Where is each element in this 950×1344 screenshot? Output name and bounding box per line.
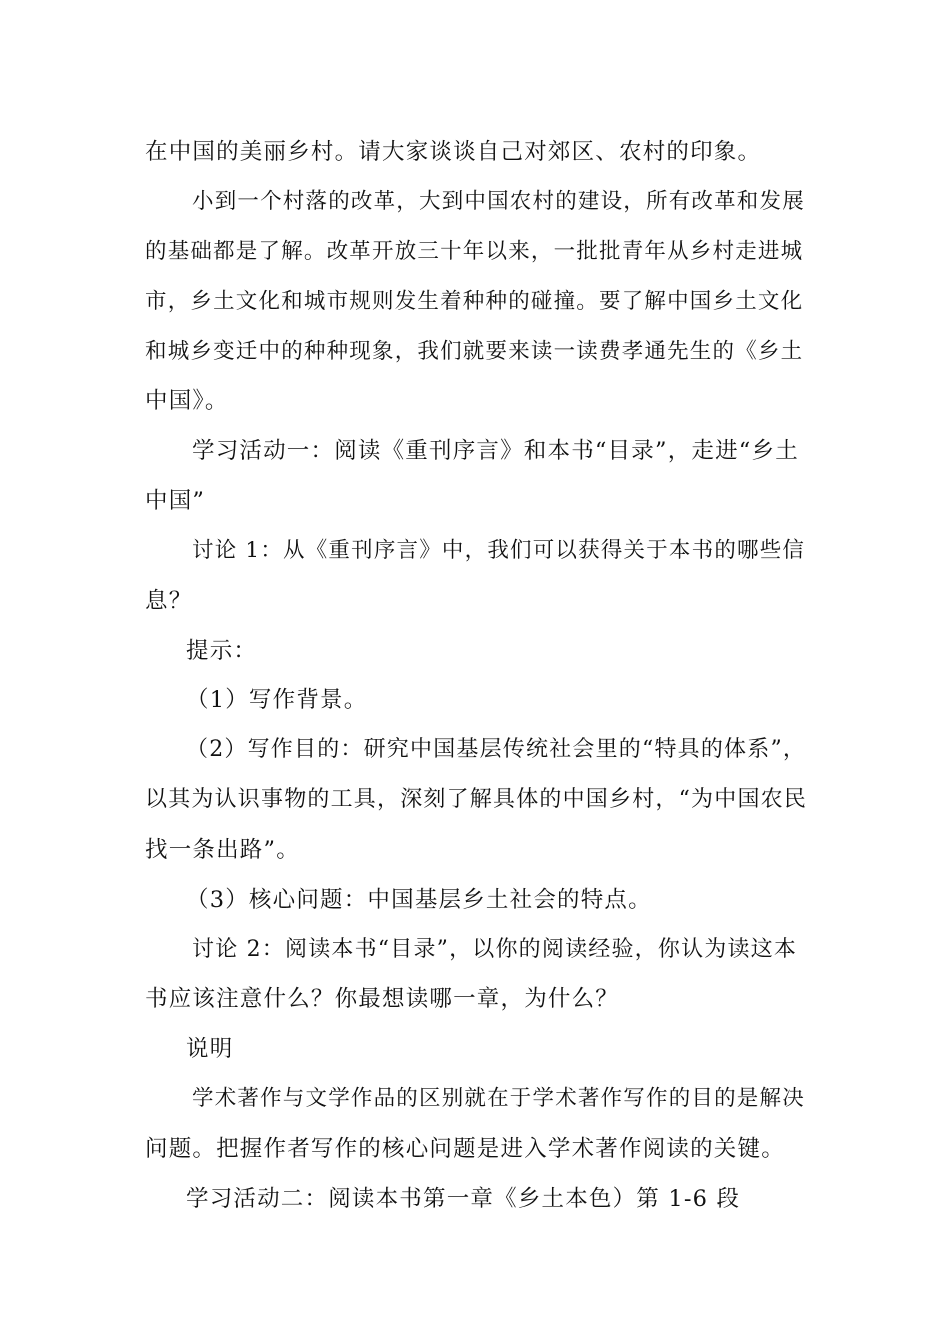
paragraph-line: 小到一个村落的改革，大到中国农村的建设，所有改革和发展: [192, 189, 805, 214]
hint-item: 以其为认识事物的工具，深刻了解具体的中国乡村，“为中国农民: [145, 787, 808, 812]
activity-heading-line: 中国”: [145, 488, 206, 514]
discussion-line: 书应该注意什么？你最想读哪一章，为什么？: [145, 986, 620, 1012]
paragraph-line: 中国》。: [145, 388, 229, 414]
hint-item: （1）写作背景。: [186, 687, 368, 713]
hint-label: 提示：: [186, 638, 258, 664]
discussion-line: 讨论 1：从《重刊序言》中，我们可以获得关于本书的哪些信: [192, 538, 806, 563]
paragraph-line: 的基础都是了解。改革开放三十年以来，一批批青年从乡村走进城: [145, 239, 804, 264]
activity-heading-line: 学习活动二：阅读本书第一章《乡土本色）第 1-6 段: [186, 1186, 741, 1212]
note-line: 问题。把握作者写作的核心问题是进入学术著作阅读的关键。: [145, 1136, 785, 1162]
activity-heading-line: 学习活动一：阅读《重刊序言》和本书“目录”，走进“乡土: [192, 438, 799, 464]
paragraph-line: 和城乡变迁中的种种现象，我们就要来读一读费孝通先生的《乡土: [145, 339, 804, 364]
note-line: 学术著作与文学作品的区别就在于学术著作写作的目的是解决: [192, 1086, 805, 1111]
hint-item: （2）写作目的：研究中国基层传统社会里的“特具的体系”，: [186, 737, 807, 762]
note-label: 说明: [186, 1036, 234, 1062]
paragraph-line: 在中国的美丽乡村。请大家谈谈自己对郊区、农村的印象。: [145, 139, 762, 165]
hint-item: （3）核心问题：中国基层乡土社会的特点。: [186, 887, 652, 913]
hint-item: 找一条出路”。: [145, 837, 300, 863]
paragraph-line: 市，乡土文化和城市规则发生着种种的碰撞。要了解中国乡土文化: [145, 289, 804, 314]
discussion-line: 讨论 2：阅读本书“目录”，以你的阅读经验，你认为读这本: [192, 937, 798, 962]
discussion-line: 息？: [145, 588, 193, 614]
